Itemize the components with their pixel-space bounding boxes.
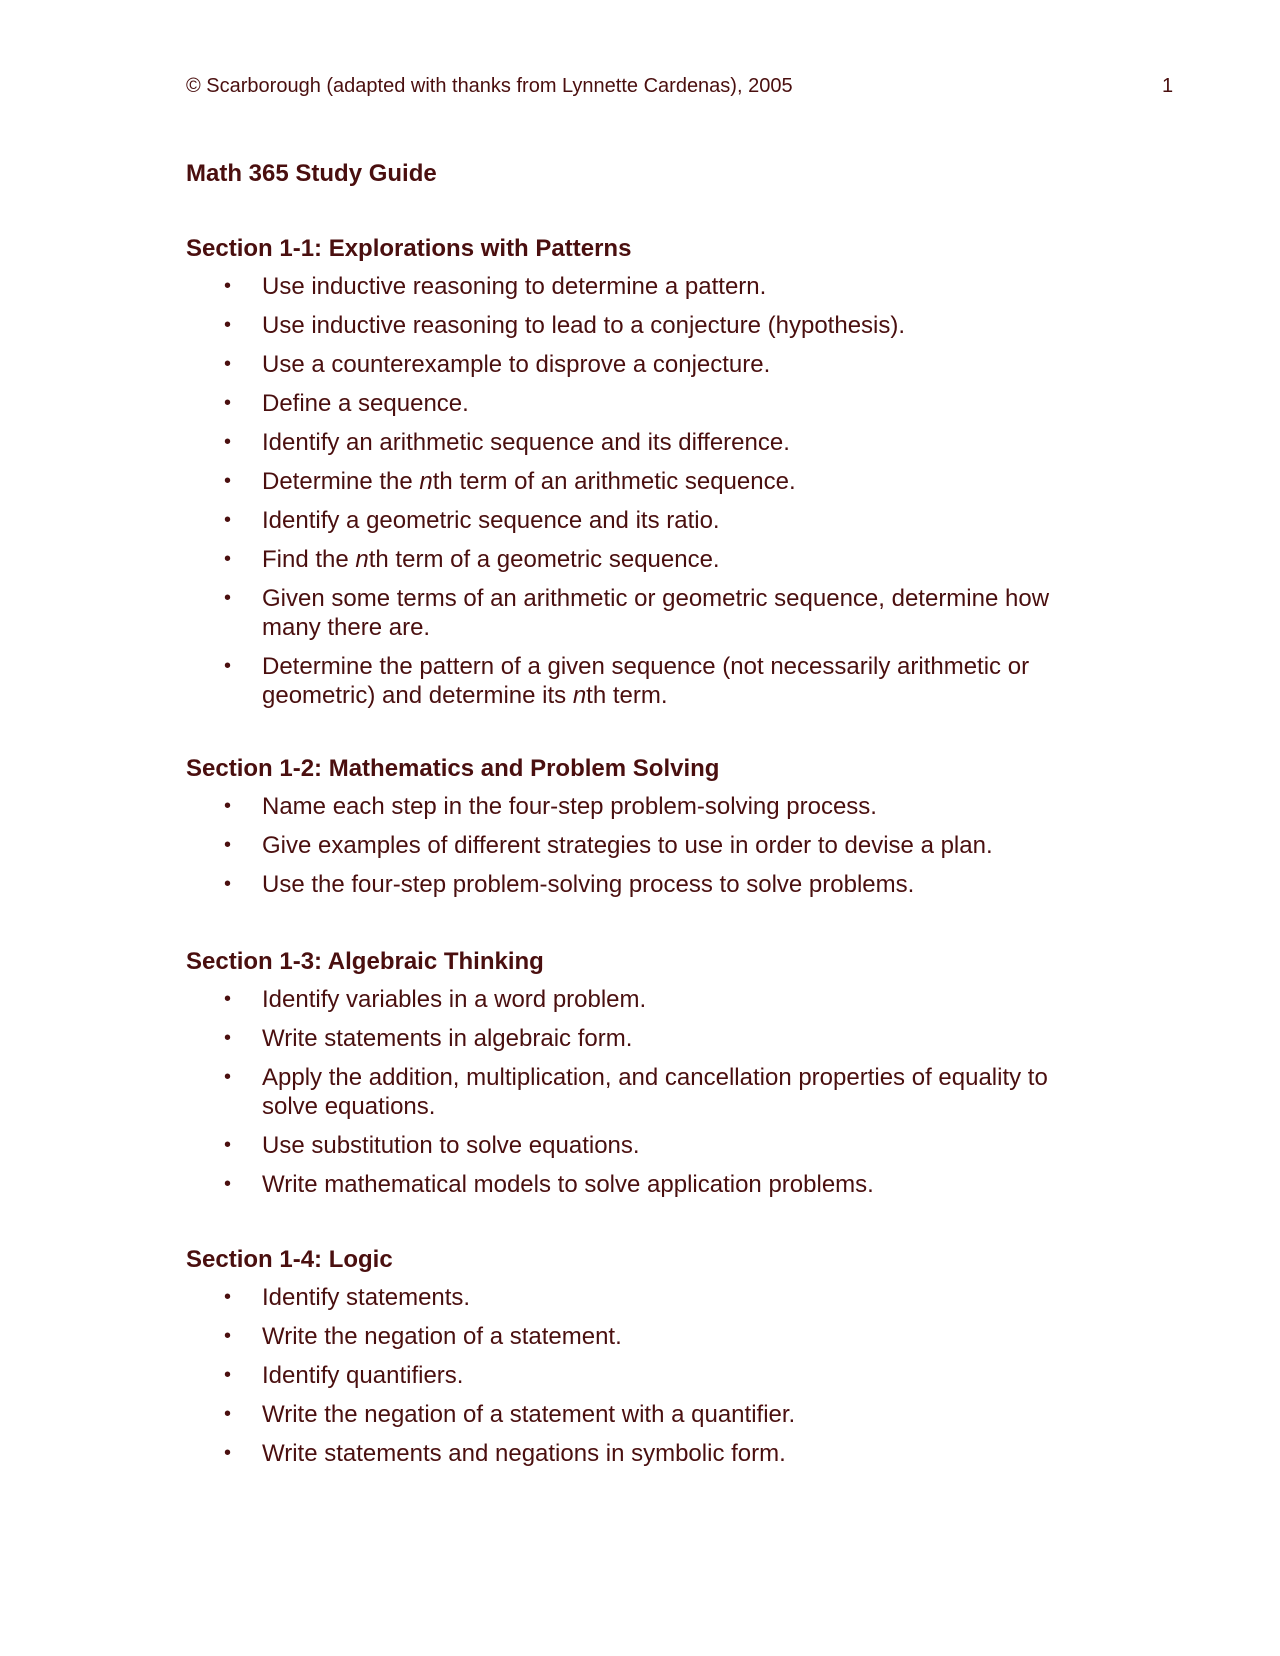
bullet-icon: • — [224, 353, 232, 375]
document-title: Math 365 Study Guide — [186, 160, 437, 187]
bullet-icon: • — [224, 873, 232, 895]
objective-text: Write the negation of a statement with a quantifier. — [262, 1401, 796, 1428]
objective-item — [186, 506, 1086, 535]
objective-text: Given some terms of an arithmetic or geometric sequence, determine how many there are. — [262, 585, 1050, 641]
objective-item — [186, 1400, 1086, 1429]
bullet-icon: • — [224, 314, 232, 336]
objective-text: Write the negation of a statement. — [262, 1323, 622, 1350]
objective-item — [186, 985, 1086, 1014]
objective-text: Determine the nth term of an arithmetic sequence. — [262, 468, 796, 495]
bullet-icon: • — [224, 431, 232, 453]
objective-item — [186, 1283, 1086, 1312]
objective-list — [186, 792, 1086, 899]
page-number: 1 — [1162, 75, 1174, 97]
objective-list — [186, 1283, 1086, 1468]
bullet-icon: • — [224, 834, 232, 856]
objective-item — [186, 389, 1086, 418]
bullet-icon: • — [224, 392, 232, 414]
bullet-icon: • — [224, 275, 232, 297]
section-heading: Section 1-1: Explorations with Patterns — [186, 235, 632, 262]
bullet-icon: • — [224, 1403, 232, 1425]
objective-item — [186, 652, 1086, 710]
objective-item — [186, 1131, 1086, 1160]
bullet-icon: • — [224, 1134, 232, 1156]
section-1-4 — [186, 1245, 1086, 1468]
objective-text: Write mathematical models to solve application problems. — [262, 1171, 874, 1198]
objective-item — [186, 1439, 1086, 1468]
bullet-icon: • — [224, 1173, 232, 1195]
objective-text: Identify a geometric sequence and its ratio. — [262, 507, 720, 534]
bullet-icon: • — [224, 470, 232, 492]
objective-item — [186, 311, 1086, 340]
objective-item — [186, 272, 1086, 301]
objective-text: Identify an arithmetic sequence and its difference. — [262, 429, 790, 456]
objective-text: Use inductive reasoning to lead to a conjecture (hypothesis). — [262, 312, 906, 339]
objective-text: Find the nth term of a geometric sequence. — [262, 546, 720, 573]
objective-text: Name each step in the four-step problem-solving process. — [262, 793, 877, 820]
bullet-icon: • — [224, 587, 232, 609]
objective-item — [186, 831, 1086, 860]
objective-text: Define a sequence. — [262, 390, 469, 417]
objective-text: Use substitution to solve equations. — [262, 1132, 640, 1159]
objective-item — [186, 1024, 1086, 1053]
section-1-2 — [186, 754, 1086, 899]
objective-text: Identify statements. — [262, 1284, 471, 1311]
objective-item — [186, 428, 1086, 457]
objective-text: Use the four-step problem-solving process to solve problems. — [262, 871, 915, 898]
section-1-3 — [186, 947, 1086, 1199]
bullet-icon: • — [224, 988, 232, 1010]
bullet-icon: • — [224, 1066, 232, 1088]
objective-item — [186, 1322, 1086, 1351]
bullet-icon: • — [224, 1442, 232, 1464]
objective-list — [186, 985, 1086, 1199]
objective-text: Use inductive reasoning to determine a pattern. — [262, 273, 767, 300]
objective-item — [186, 467, 1086, 496]
objective-text: Use a counterexample to disprove a conjecture. — [262, 351, 771, 378]
bullet-icon: • — [224, 655, 232, 677]
objective-item — [186, 870, 1086, 899]
section-1-1 — [186, 234, 1086, 710]
bullet-icon: • — [224, 548, 232, 570]
objective-text: Write statements in algebraic form. — [262, 1025, 633, 1052]
objective-item — [186, 545, 1086, 574]
copyright-header: © Scarborough (adapted with thanks from Lynnette Cardenas), 2005 — [186, 75, 793, 97]
section-heading: Section 1-4: Logic — [186, 1246, 393, 1273]
objective-text: Identify quantifiers. — [262, 1362, 464, 1389]
bullet-icon: • — [224, 509, 232, 531]
bullet-icon: • — [224, 1027, 232, 1049]
objective-list — [186, 272, 1086, 710]
section-heading: Section 1-3: Algebraic Thinking — [186, 948, 544, 975]
bullet-icon: • — [224, 1325, 232, 1347]
section-heading: Section 1-2: Mathematics and Problem Solving — [186, 755, 720, 782]
objective-text: Determine the pattern of a given sequence (not necessarily arithmetic or geometric) and determine its nth term. — [262, 653, 1030, 709]
objective-item — [186, 1170, 1086, 1199]
bullet-icon: • — [224, 1364, 232, 1386]
objective-item — [186, 1063, 1086, 1121]
objective-item — [186, 584, 1086, 642]
objective-text: Identify variables in a word problem. — [262, 986, 647, 1013]
objective-text: Write statements and negations in symbolic form. — [262, 1440, 786, 1467]
objective-text: Give examples of different strategies to use in order to devise a plan. — [262, 832, 993, 859]
objective-item — [186, 792, 1086, 821]
bullet-icon: • — [224, 1286, 232, 1308]
objective-item — [186, 350, 1086, 379]
objective-item — [186, 1361, 1086, 1390]
objective-text: Apply the addition, multiplication, and cancellation properties of equality to solve equations. — [262, 1064, 1048, 1120]
bullet-icon: • — [224, 795, 232, 817]
